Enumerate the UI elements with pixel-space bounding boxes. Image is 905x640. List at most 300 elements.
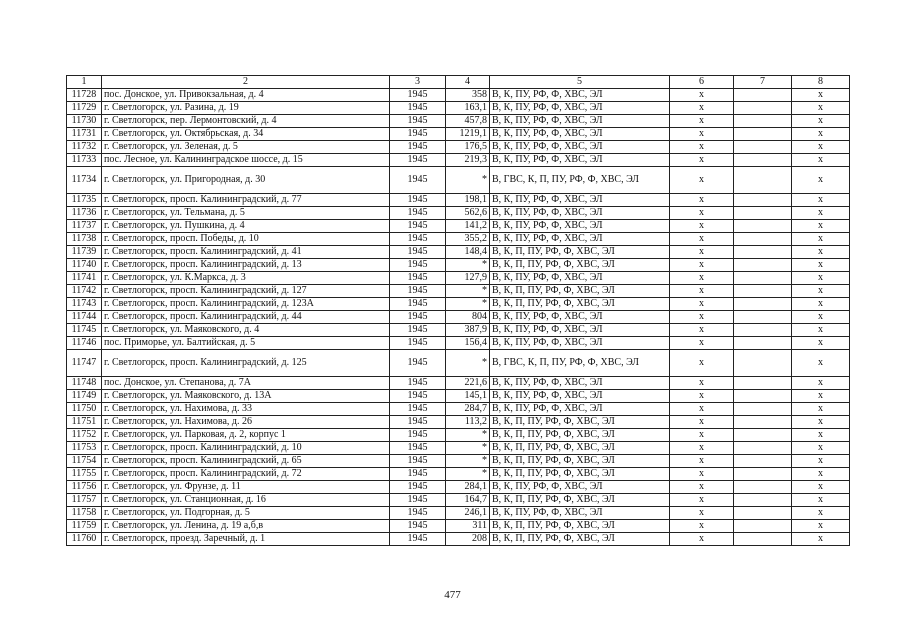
table-row	[67, 285, 850, 298]
area-cell: 219,3	[446, 154, 490, 167]
column-7-cell	[734, 272, 792, 285]
utilities-cell: В, К, ПУ, РФ, Ф, ХВС, ЭЛ	[490, 207, 670, 220]
area-cell: 284,7	[446, 403, 490, 416]
year-cell: 1945	[390, 377, 446, 390]
column-7-cell	[734, 337, 792, 350]
record-number-cell: 11742	[67, 285, 102, 298]
column-7-cell	[734, 455, 792, 468]
column-6-cell: х	[670, 337, 734, 350]
column-7-cell	[734, 167, 792, 194]
column-6-cell: х	[670, 298, 734, 311]
utilities-cell: В, К, П, ПУ, РФ, Ф, ХВС, ЭЛ	[490, 468, 670, 481]
record-number-cell: 11740	[67, 259, 102, 272]
utilities-cell: В, К, П, ПУ, РФ, Ф, ХВС, ЭЛ	[490, 520, 670, 533]
area-cell: 1219,1	[446, 128, 490, 141]
table-row	[67, 272, 850, 285]
column-8-cell: х	[792, 207, 850, 220]
table-row	[67, 220, 850, 233]
area-cell: *	[446, 455, 490, 468]
column-8-cell: х	[792, 167, 850, 194]
area-cell: 221,6	[446, 377, 490, 390]
record-number-cell: 11747	[67, 350, 102, 377]
record-number-cell: 11751	[67, 416, 102, 429]
header-cell-6: 6	[670, 76, 734, 89]
year-cell: 1945	[390, 272, 446, 285]
year-cell: 1945	[390, 390, 446, 403]
utilities-cell: В, К, ПУ, РФ, Ф, ХВС, ЭЛ	[490, 220, 670, 233]
utilities-cell: В, К, П, ПУ, РФ, Ф, ХВС, ЭЛ	[490, 442, 670, 455]
record-number-cell: 11757	[67, 494, 102, 507]
address-cell: г. Светлогорск, просп. Калининградский, д. 65	[102, 455, 390, 468]
record-number-cell: 11749	[67, 390, 102, 403]
column-6-cell: х	[670, 520, 734, 533]
utilities-cell: В, К, ПУ, РФ, Ф, ХВС, ЭЛ	[490, 272, 670, 285]
column-8-cell: х	[792, 468, 850, 481]
column-6-cell: х	[670, 377, 734, 390]
record-number-cell: 11760	[67, 533, 102, 546]
record-number-cell: 11743	[67, 298, 102, 311]
table-row	[67, 324, 850, 337]
table-row	[67, 311, 850, 324]
table-row	[67, 520, 850, 533]
column-7-cell	[734, 259, 792, 272]
area-cell: 246,1	[446, 507, 490, 520]
table-row	[67, 533, 850, 546]
header-cell-7: 7	[734, 76, 792, 89]
area-cell: 358	[446, 89, 490, 102]
utilities-cell: В, К, ПУ, РФ, Ф, ХВС, ЭЛ	[490, 233, 670, 246]
table-row	[67, 377, 850, 390]
year-cell: 1945	[390, 350, 446, 377]
area-cell: 562,6	[446, 207, 490, 220]
table-row	[67, 89, 850, 102]
record-number-cell: 11746	[67, 337, 102, 350]
column-7-cell	[734, 520, 792, 533]
column-8-cell: х	[792, 429, 850, 442]
table-row	[67, 350, 850, 377]
column-7-cell	[734, 102, 792, 115]
table-row	[67, 128, 850, 141]
column-6-cell: х	[670, 494, 734, 507]
column-8-cell: х	[792, 246, 850, 259]
header-cell-2: 2	[102, 76, 390, 89]
address-cell: г. Светлогорск, ул. Парковая, д. 2, корпус 1	[102, 429, 390, 442]
area-cell: 163,1	[446, 102, 490, 115]
column-8-cell: х	[792, 272, 850, 285]
year-cell: 1945	[390, 337, 446, 350]
address-cell: г. Светлогорск, ул. Маяковского, д. 4	[102, 324, 390, 337]
year-cell: 1945	[390, 311, 446, 324]
column-6-cell: х	[670, 115, 734, 128]
column-8-cell: х	[792, 285, 850, 298]
column-8-cell: х	[792, 220, 850, 233]
address-cell: г. Светлогорск, просп. Калининградский, д. 125	[102, 350, 390, 377]
column-7-cell	[734, 233, 792, 246]
utilities-cell: В, К, ПУ, РФ, Ф, ХВС, ЭЛ	[490, 311, 670, 324]
address-cell: г. Светлогорск, просп. Калининградский, д. 127	[102, 285, 390, 298]
table-row	[67, 468, 850, 481]
area-cell: 311	[446, 520, 490, 533]
utilities-cell: В, К, П, ПУ, РФ, Ф, ХВС, ЭЛ	[490, 259, 670, 272]
column-8-cell: х	[792, 194, 850, 207]
column-7-cell	[734, 194, 792, 207]
year-cell: 1945	[390, 102, 446, 115]
area-cell: 198,1	[446, 194, 490, 207]
column-6-cell: х	[670, 390, 734, 403]
area-cell: 145,1	[446, 390, 490, 403]
header-cell-3: 3	[390, 76, 446, 89]
column-7-cell	[734, 390, 792, 403]
column-8-cell: х	[792, 520, 850, 533]
housing-registry-table	[66, 75, 850, 546]
table-row	[67, 298, 850, 311]
year-cell: 1945	[390, 533, 446, 546]
address-cell: г. Светлогорск, ул. К.Маркса, д. 3	[102, 272, 390, 285]
table-row	[67, 259, 850, 272]
column-7-cell	[734, 533, 792, 546]
address-cell: г. Светлогорск, просп. Калининградский, д. 41	[102, 246, 390, 259]
year-cell: 1945	[390, 468, 446, 481]
area-cell: 457,8	[446, 115, 490, 128]
year-cell: 1945	[390, 442, 446, 455]
table-row	[67, 154, 850, 167]
column-8-cell: х	[792, 403, 850, 416]
column-8-cell: х	[792, 259, 850, 272]
column-6-cell: х	[670, 311, 734, 324]
year-cell: 1945	[390, 259, 446, 272]
utilities-cell: В, К, П, ПУ, РФ, Ф, ХВС, ЭЛ	[490, 429, 670, 442]
column-7-cell	[734, 115, 792, 128]
utilities-cell: В, К, П, ПУ, РФ, Ф, ХВС, ЭЛ	[490, 298, 670, 311]
utilities-cell: В, К, ПУ, РФ, Ф, ХВС, ЭЛ	[490, 481, 670, 494]
column-6-cell: х	[670, 272, 734, 285]
column-8-cell: х	[792, 416, 850, 429]
column-6-cell: х	[670, 324, 734, 337]
record-number-cell: 11739	[67, 246, 102, 259]
column-7-cell	[734, 220, 792, 233]
address-cell: г. Светлогорск, ул. Станционная, д. 16	[102, 494, 390, 507]
table-row	[67, 194, 850, 207]
address-cell: г. Светлогорск, ул. Пушкина, д. 4	[102, 220, 390, 233]
address-cell: г. Светлогорск, просп. Калининградский, д. 77	[102, 194, 390, 207]
utilities-cell: В, К, П, ПУ, РФ, Ф, ХВС, ЭЛ	[490, 246, 670, 259]
table-row	[67, 455, 850, 468]
address-cell: г. Светлогорск, просп. Калининградский, д. 123А	[102, 298, 390, 311]
column-7-cell	[734, 442, 792, 455]
address-cell: г. Светлогорск, ул. Разина, д. 19	[102, 102, 390, 115]
utilities-cell: В, К, ПУ, РФ, Ф, ХВС, ЭЛ	[490, 377, 670, 390]
record-number-cell: 11729	[67, 102, 102, 115]
record-number-cell: 11728	[67, 89, 102, 102]
column-7-cell	[734, 285, 792, 298]
column-8-cell: х	[792, 533, 850, 546]
utilities-cell: В, К, ПУ, РФ, Ф, ХВС, ЭЛ	[490, 507, 670, 520]
header-cell-5: 5	[490, 76, 670, 89]
address-cell: г. Светлогорск, просп. Калининградский, д. 72	[102, 468, 390, 481]
column-8-cell: х	[792, 115, 850, 128]
column-6-cell: х	[670, 350, 734, 377]
table-row	[67, 429, 850, 442]
address-cell: г. Светлогорск, ул. Октябрьская, д. 34	[102, 128, 390, 141]
utilities-cell: В, К, П, ПУ, РФ, Ф, ХВС, ЭЛ	[490, 416, 670, 429]
column-8-cell: х	[792, 233, 850, 246]
area-cell: *	[446, 285, 490, 298]
column-6-cell: х	[670, 285, 734, 298]
area-cell: *	[446, 429, 490, 442]
column-6-cell: х	[670, 102, 734, 115]
record-number-cell: 11730	[67, 115, 102, 128]
column-8-cell: х	[792, 89, 850, 102]
year-cell: 1945	[390, 507, 446, 520]
table-row	[67, 494, 850, 507]
address-cell: г. Светлогорск, ул. Зеленая, д. 5	[102, 141, 390, 154]
column-8-cell: х	[792, 377, 850, 390]
year-cell: 1945	[390, 207, 446, 220]
record-number-cell: 11733	[67, 154, 102, 167]
year-cell: 1945	[390, 167, 446, 194]
table-body	[67, 89, 850, 546]
column-7-cell	[734, 128, 792, 141]
area-cell: 355,2	[446, 233, 490, 246]
table-row	[67, 507, 850, 520]
address-cell: г. Светлогорск, ул. Нахимова, д. 26	[102, 416, 390, 429]
column-7-cell	[734, 311, 792, 324]
column-8-cell: х	[792, 298, 850, 311]
table-row	[67, 167, 850, 194]
table-row	[67, 403, 850, 416]
column-6-cell: х	[670, 507, 734, 520]
column-6-cell: х	[670, 442, 734, 455]
column-8-cell: х	[792, 324, 850, 337]
header-row	[67, 76, 850, 89]
table-row	[67, 246, 850, 259]
record-number-cell: 11731	[67, 128, 102, 141]
column-6-cell: х	[670, 233, 734, 246]
address-cell: г. Светлогорск, ул. Подгорная, д. 5	[102, 507, 390, 520]
record-number-cell: 11734	[67, 167, 102, 194]
utilities-cell: В, К, ПУ, РФ, Ф, ХВС, ЭЛ	[490, 128, 670, 141]
column-8-cell: х	[792, 154, 850, 167]
column-7-cell	[734, 246, 792, 259]
table-row	[67, 390, 850, 403]
utilities-cell: В, К, П, ПУ, РФ, Ф, ХВС, ЭЛ	[490, 455, 670, 468]
record-number-cell: 11735	[67, 194, 102, 207]
area-cell: 284,1	[446, 481, 490, 494]
year-cell: 1945	[390, 494, 446, 507]
utilities-cell: В, К, ПУ, РФ, Ф, ХВС, ЭЛ	[490, 194, 670, 207]
column-7-cell	[734, 298, 792, 311]
address-cell: г. Светлогорск, просп. Победы, д. 10	[102, 233, 390, 246]
utilities-cell: В, К, ПУ, РФ, Ф, ХВС, ЭЛ	[490, 403, 670, 416]
column-7-cell	[734, 154, 792, 167]
address-cell: г. Светлогорск, ул. Тельмана, д. 5	[102, 207, 390, 220]
column-7-cell	[734, 481, 792, 494]
column-7-cell	[734, 403, 792, 416]
column-8-cell: х	[792, 128, 850, 141]
column-7-cell	[734, 207, 792, 220]
record-number-cell: 11756	[67, 481, 102, 494]
column-8-cell: х	[792, 390, 850, 403]
year-cell: 1945	[390, 481, 446, 494]
column-6-cell: х	[670, 481, 734, 494]
column-7-cell	[734, 350, 792, 377]
column-7-cell	[734, 141, 792, 154]
column-7-cell	[734, 507, 792, 520]
utilities-cell: В, ГВС, К, П, ПУ, РФ, Ф, ХВС, ЭЛ	[490, 167, 670, 194]
record-number-cell: 11750	[67, 403, 102, 416]
column-7-cell	[734, 377, 792, 390]
utilities-cell: В, К, ПУ, РФ, Ф, ХВС, ЭЛ	[490, 141, 670, 154]
table-header	[67, 76, 850, 89]
column-6-cell: х	[670, 194, 734, 207]
record-number-cell: 11741	[67, 272, 102, 285]
column-8-cell: х	[792, 102, 850, 115]
year-cell: 1945	[390, 233, 446, 246]
column-6-cell: х	[670, 468, 734, 481]
column-8-cell: х	[792, 455, 850, 468]
column-8-cell: х	[792, 311, 850, 324]
area-cell: 208	[446, 533, 490, 546]
table-row	[67, 207, 850, 220]
year-cell: 1945	[390, 298, 446, 311]
column-6-cell: х	[670, 207, 734, 220]
column-6-cell: х	[670, 403, 734, 416]
area-cell: 156,4	[446, 337, 490, 350]
year-cell: 1945	[390, 154, 446, 167]
column-6-cell: х	[670, 167, 734, 194]
address-cell: пос. Донское, ул. Привокзальная, д. 4	[102, 89, 390, 102]
column-8-cell: х	[792, 494, 850, 507]
area-cell: *	[446, 468, 490, 481]
area-cell: 141,2	[446, 220, 490, 233]
column-8-cell: х	[792, 337, 850, 350]
column-6-cell: х	[670, 128, 734, 141]
record-number-cell: 11738	[67, 233, 102, 246]
column-6-cell: х	[670, 429, 734, 442]
utilities-cell: В, К, ПУ, РФ, Ф, ХВС, ЭЛ	[490, 390, 670, 403]
utilities-cell: В, К, П, ПУ, РФ, Ф, ХВС, ЭЛ	[490, 494, 670, 507]
column-6-cell: х	[670, 455, 734, 468]
year-cell: 1945	[390, 128, 446, 141]
area-cell: *	[446, 350, 490, 377]
table-row	[67, 442, 850, 455]
page-number: 477	[444, 589, 461, 601]
area-cell: 387,9	[446, 324, 490, 337]
utilities-cell: В, К, ПУ, РФ, Ф, ХВС, ЭЛ	[490, 154, 670, 167]
record-number-cell: 11737	[67, 220, 102, 233]
utilities-cell: В, К, П, ПУ, РФ, Ф, ХВС, ЭЛ	[490, 285, 670, 298]
year-cell: 1945	[390, 285, 446, 298]
column-7-cell	[734, 429, 792, 442]
address-cell: пос. Приморье, ул. Балтийская, д. 5	[102, 337, 390, 350]
year-cell: 1945	[390, 429, 446, 442]
year-cell: 1945	[390, 220, 446, 233]
header-cell-1: 1	[67, 76, 102, 89]
address-cell: г. Светлогорск, пер. Лермонтовский, д. 4	[102, 115, 390, 128]
year-cell: 1945	[390, 89, 446, 102]
area-cell: 164,7	[446, 494, 490, 507]
year-cell: 1945	[390, 455, 446, 468]
table-row	[67, 337, 850, 350]
year-cell: 1945	[390, 141, 446, 154]
utilities-cell: В, К, ПУ, РФ, Ф, ХВС, ЭЛ	[490, 324, 670, 337]
column-8-cell: х	[792, 350, 850, 377]
column-8-cell: х	[792, 442, 850, 455]
year-cell: 1945	[390, 416, 446, 429]
record-number-cell: 11744	[67, 311, 102, 324]
column-6-cell: х	[670, 220, 734, 233]
address-cell: г. Светлогорск, ул. Нахимова, д. 33	[102, 403, 390, 416]
utilities-cell: В, К, П, ПУ, РФ, Ф, ХВС, ЭЛ	[490, 533, 670, 546]
column-7-cell	[734, 324, 792, 337]
utilities-cell: В, К, ПУ, РФ, Ф, ХВС, ЭЛ	[490, 337, 670, 350]
record-number-cell: 11754	[67, 455, 102, 468]
area-cell: *	[446, 167, 490, 194]
utilities-cell: В, ГВС, К, П, ПУ, РФ, Ф, ХВС, ЭЛ	[490, 350, 670, 377]
record-number-cell: 11736	[67, 207, 102, 220]
record-number-cell: 11748	[67, 377, 102, 390]
address-cell: пос. Донское, ул. Степанова, д. 7А	[102, 377, 390, 390]
column-7-cell	[734, 89, 792, 102]
record-number-cell: 11755	[67, 468, 102, 481]
address-cell: г. Светлогорск, ул. Пригородная, д. 30	[102, 167, 390, 194]
year-cell: 1945	[390, 115, 446, 128]
address-cell: г. Светлогорск, просп. Калининградский, д. 10	[102, 442, 390, 455]
address-cell: г. Светлогорск, ул. Маяковского, д. 13А	[102, 390, 390, 403]
table-row	[67, 233, 850, 246]
record-number-cell: 11753	[67, 442, 102, 455]
area-cell: *	[446, 259, 490, 272]
area-cell: 804	[446, 311, 490, 324]
table-row	[67, 141, 850, 154]
column-8-cell: х	[792, 481, 850, 494]
area-cell: 113,2	[446, 416, 490, 429]
column-6-cell: х	[670, 533, 734, 546]
address-cell: г. Светлогорск, просп. Калининградский, д. 44	[102, 311, 390, 324]
record-number-cell: 11745	[67, 324, 102, 337]
utilities-cell: В, К, ПУ, РФ, Ф, ХВС, ЭЛ	[490, 115, 670, 128]
column-8-cell: х	[792, 141, 850, 154]
header-cell-4: 4	[446, 76, 490, 89]
area-cell: 127,9	[446, 272, 490, 285]
table-row	[67, 416, 850, 429]
record-number-cell: 11759	[67, 520, 102, 533]
address-cell: г. Светлогорск, просп. Калининградский, д. 13	[102, 259, 390, 272]
year-cell: 1945	[390, 324, 446, 337]
column-6-cell: х	[670, 246, 734, 259]
address-cell: г. Светлогорск, проезд. Заречный, д. 1	[102, 533, 390, 546]
year-cell: 1945	[390, 194, 446, 207]
column-6-cell: х	[670, 141, 734, 154]
table-row	[67, 481, 850, 494]
address-cell: г. Светлогорск, ул. Фрунзе, д. 11	[102, 481, 390, 494]
column-7-cell	[734, 416, 792, 429]
area-cell: 148,4	[446, 246, 490, 259]
area-cell: 176,5	[446, 141, 490, 154]
utilities-cell: В, К, ПУ, РФ, Ф, ХВС, ЭЛ	[490, 89, 670, 102]
column-8-cell: х	[792, 507, 850, 520]
address-cell: г. Светлогорск, ул. Ленина, д. 19 а,б,в	[102, 520, 390, 533]
column-6-cell: х	[670, 416, 734, 429]
header-cell-8: 8	[792, 76, 850, 89]
year-cell: 1945	[390, 520, 446, 533]
column-6-cell: х	[670, 154, 734, 167]
column-7-cell	[734, 494, 792, 507]
table-row	[67, 115, 850, 128]
year-cell: 1945	[390, 246, 446, 259]
area-cell: *	[446, 298, 490, 311]
record-number-cell: 11758	[67, 507, 102, 520]
